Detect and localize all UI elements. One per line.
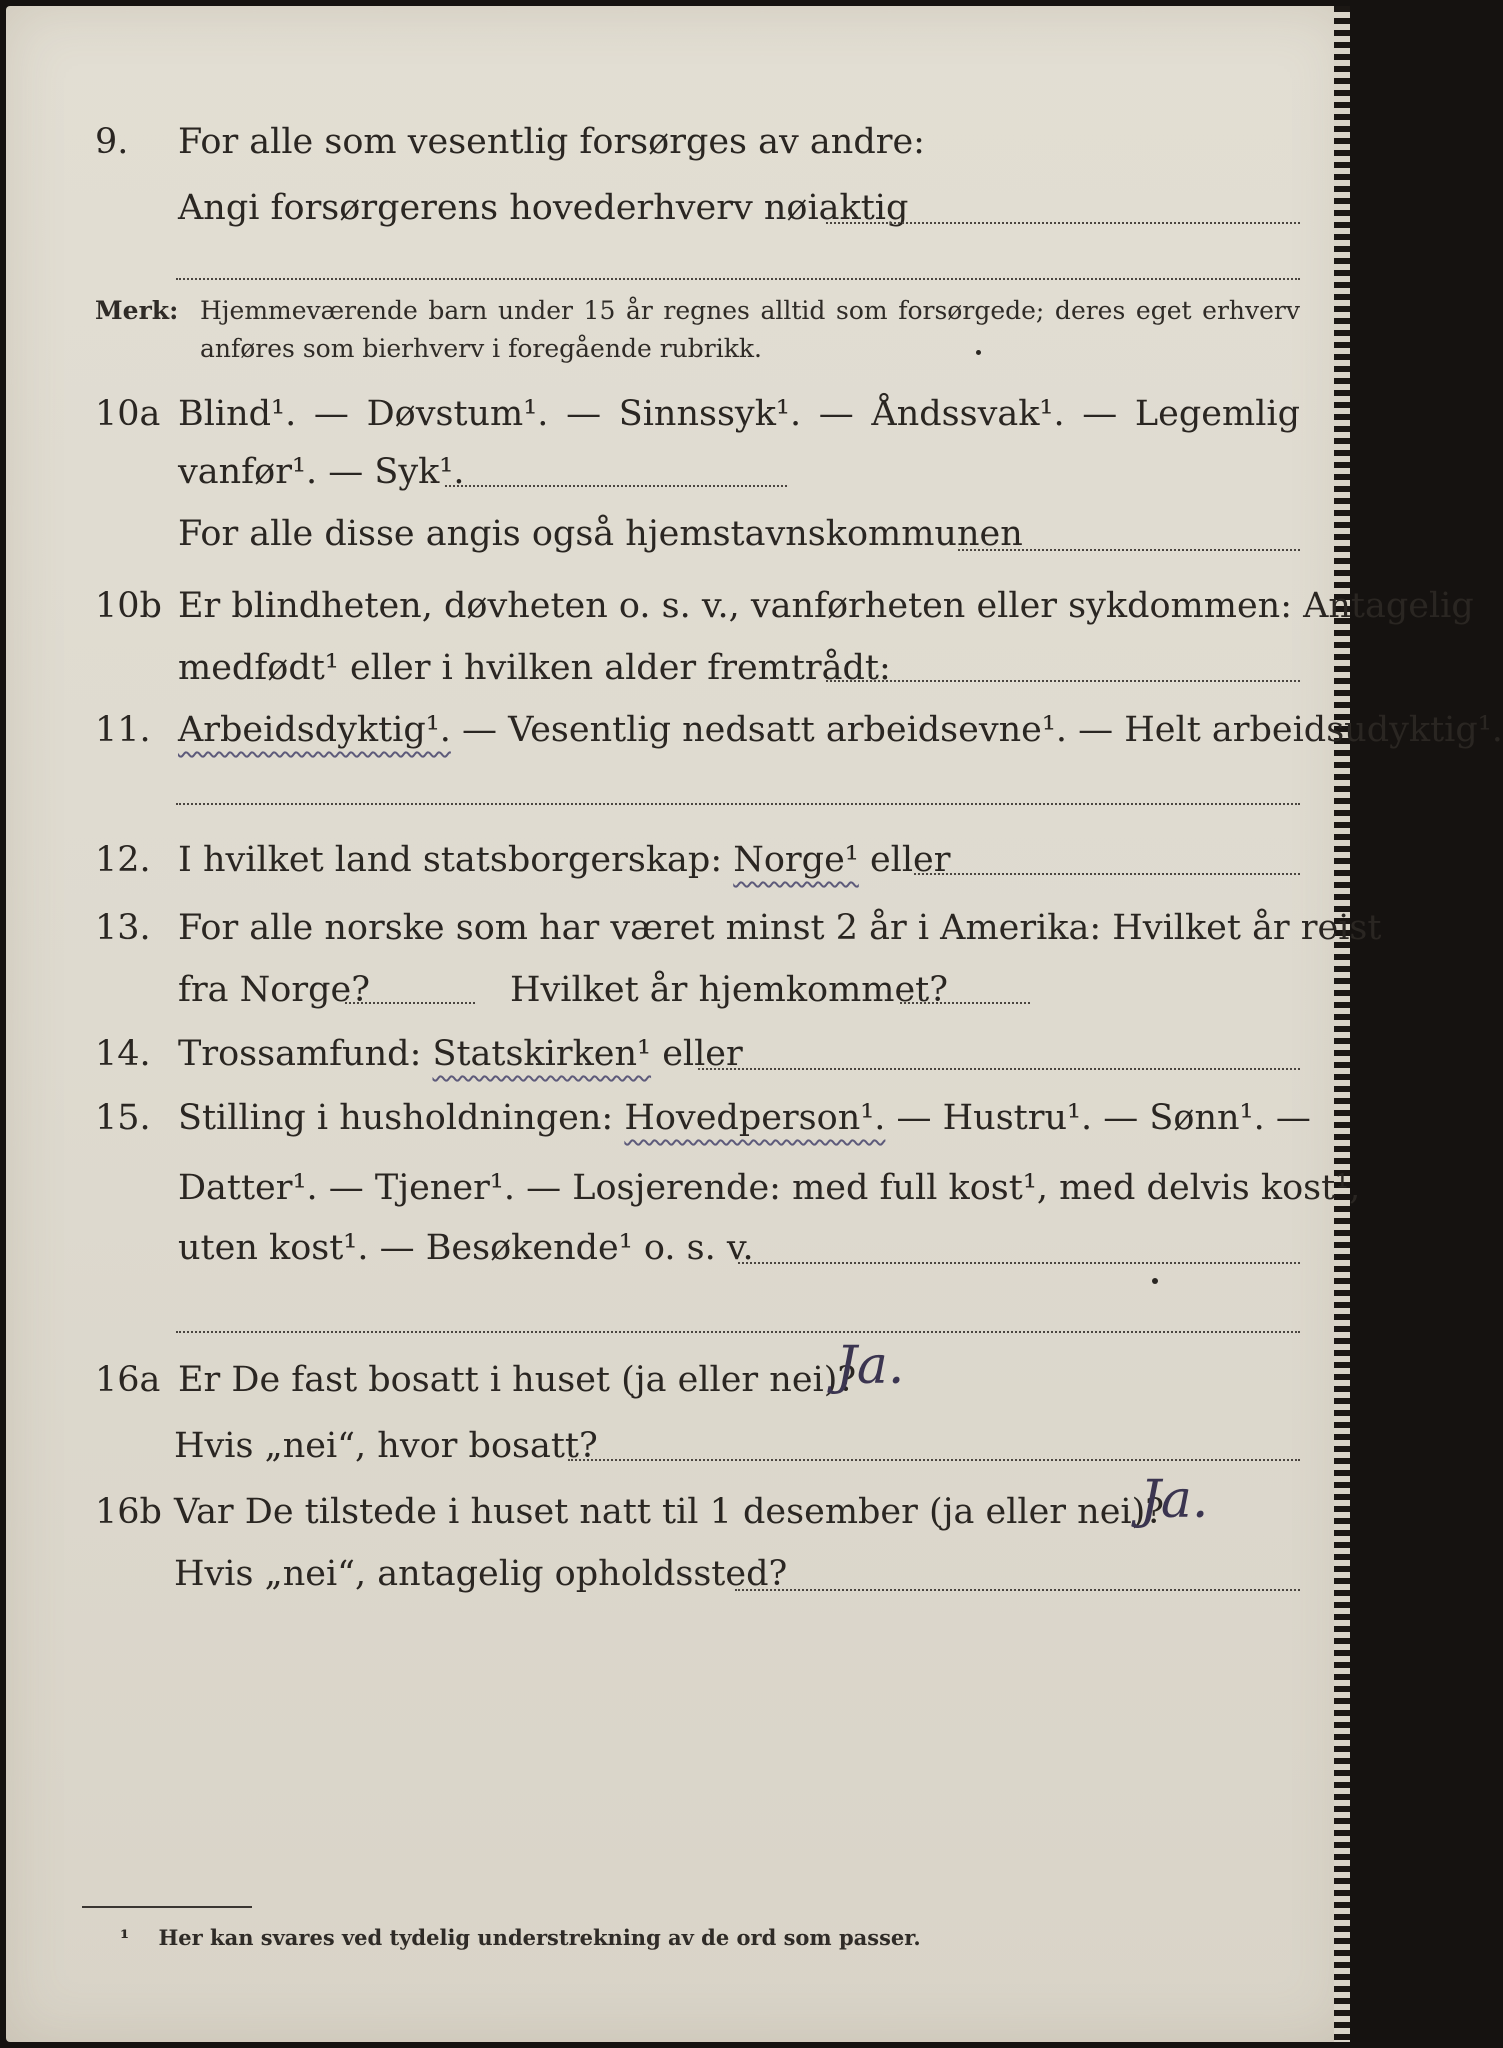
q15-text-2: Datter¹. — Tjener¹. — Losjerende: med full kost¹, med delvis kost¹, <box>178 1168 1361 1208</box>
q10b-number: 10b <box>95 586 162 626</box>
q15-option-hovedperson[interactable]: Hovedperson¹. <box>624 1098 886 1138</box>
q11-option-arbeidsdyktig[interactable]: Arbeidsdyktig¹. <box>178 710 451 750</box>
q15-line1 <box>0 1088 1377 1148</box>
footnote-rule <box>82 1906 252 1908</box>
q10a-hjemstavn-field[interactable] <box>958 549 1300 551</box>
q9-answer-field-2[interactable] <box>176 278 1300 280</box>
q13-line1 <box>0 898 1382 958</box>
q10b-text: Er blindheten, døvheten o. s. v., vanførheten eller sykdommen: Antagelig <box>178 586 1474 626</box>
q16a-line1 <box>0 1350 1377 1410</box>
q14-line <box>0 1024 1377 1084</box>
q14-question: Trossamfund: <box>178 1034 433 1074</box>
q16b-handwritten-answer[interactable]: Ja. <box>1140 1470 1209 1530</box>
q13-number: 13. <box>95 908 151 948</box>
ink-speck <box>976 350 981 355</box>
q13-hjemkommet-label: Hvilket år hjemkommet? <box>510 970 949 1010</box>
q12-eller: eller <box>858 840 951 880</box>
q12-answer-field[interactable] <box>914 873 1300 875</box>
q16a-answer-field[interactable] <box>568 1459 1300 1461</box>
q16a-text-2: Hvis „nei“, hvor bosatt? <box>174 1426 598 1466</box>
q10a-text: Blind¹. — Døvstum¹. — Sinnssyk¹. — Åndssvak¹. — Legemlig <box>178 394 1300 434</box>
q14-option-statskirken[interactable]: Statskirken¹ <box>432 1034 652 1074</box>
q16a-line2 <box>0 1416 1377 1476</box>
q10a-line1 <box>0 384 1377 444</box>
q9-subtext: Angi forsørgerens hovederhverv nøiaktig <box>178 188 909 228</box>
q11-answer-field[interactable] <box>176 803 1300 805</box>
q14-eller: eller <box>651 1034 743 1074</box>
q14-text <box>178 1024 743 1084</box>
q10b-text-2: medfødt¹ eller i hvilken alder fremtrådt: <box>178 648 891 688</box>
q16a-text: Er De fast bosatt i huset (ja eller nei)? <box>178 1360 857 1400</box>
q13-reist-label: fra Norge? <box>178 970 370 1010</box>
merk-label: Merk: <box>95 296 179 325</box>
q13-line2 <box>0 960 1377 1020</box>
q9-line2 <box>0 178 1377 238</box>
q15-answer-field[interactable] <box>738 1262 1300 1264</box>
merk-text: Hjemmeværende barn under 15 år regnes alltid som forsørgede; deres eget erhverv anføres som bierhverv i foregående rubrikk. <box>200 296 1300 363</box>
q14-answer-field[interactable] <box>698 1068 1300 1070</box>
q16b-line2 <box>0 1544 1377 1604</box>
q9-answer-field[interactable] <box>826 222 1300 224</box>
q9-text: For alle som vesentlig forsørges av andre: <box>178 122 925 162</box>
q13-reist-field[interactable] <box>345 1002 475 1004</box>
q13-hjemkommet-field[interactable] <box>900 1002 1030 1004</box>
q10a-line2 <box>0 442 1377 502</box>
q12-text <box>178 830 950 890</box>
q10b-answer-field[interactable] <box>826 680 1300 682</box>
q12-option-norge[interactable]: Norge¹ <box>733 840 859 880</box>
footnote-mark: ¹ <box>120 1925 130 1950</box>
q16b-number: 16b <box>95 1492 162 1532</box>
q15-text <box>178 1088 1311 1148</box>
q15-line2 <box>0 1158 1377 1218</box>
q11-number: 11. <box>95 710 151 750</box>
q12-question: I hvilket land statsborgerskap: <box>178 840 734 880</box>
q14-number: 14. <box>95 1034 151 1074</box>
q16b-text-2: Hvis „nei“, antagelig opholdssted? <box>174 1554 788 1594</box>
q10a-syk-field[interactable] <box>445 485 787 487</box>
q16a-handwritten-answer[interactable]: Ja. <box>836 1336 905 1396</box>
q11-text <box>178 700 1503 760</box>
footnote-text: Her kan svares ved tydelig understrekning av de ord som passer. <box>158 1925 921 1950</box>
q12-line <box>0 830 1377 890</box>
q13-text: For alle norske som har været minst 2 år i Amerika: Hvilket år reist <box>178 908 1382 948</box>
q16b-text: Var De tilstede i huset natt til 1 desember (ja eller nei)? <box>174 1492 1165 1532</box>
q11-text-rest: — Vesentlig nedsatt arbeidsevne¹. — Helt arbeidsudyktig¹. <box>450 710 1503 750</box>
q15-answer-field-2[interactable] <box>176 1331 1300 1333</box>
q9-number: 9. <box>95 122 129 162</box>
q10a-text-2: vanfør¹. — Syk¹. <box>178 452 465 492</box>
q16a-number: 16a <box>95 1360 161 1400</box>
q15-line3 <box>0 1218 1377 1278</box>
q15-question: Stilling i husholdningen: <box>178 1098 625 1138</box>
q10b-line2 <box>0 638 1377 698</box>
q15-options-rest: — Hustru¹. — Sønn¹. — <box>885 1098 1311 1138</box>
q12-number: 12. <box>95 840 151 880</box>
q15-text-3: uten kost¹. — Besøkende¹ o. s. v. <box>178 1228 754 1268</box>
q10b-line1 <box>0 576 1474 636</box>
ink-speck <box>1152 1278 1158 1284</box>
q15-number: 15. <box>95 1098 151 1138</box>
q11-line <box>0 700 1503 760</box>
q16b-answer-field[interactable] <box>735 1589 1300 1591</box>
q10a-line3 <box>0 504 1377 564</box>
q10a-text-3: For alle disse angis også hjemstavnskommunen <box>178 514 1023 554</box>
q10a-number: 10a <box>95 394 161 434</box>
q9-line1 <box>0 112 1377 172</box>
footnote <box>120 1925 921 1950</box>
